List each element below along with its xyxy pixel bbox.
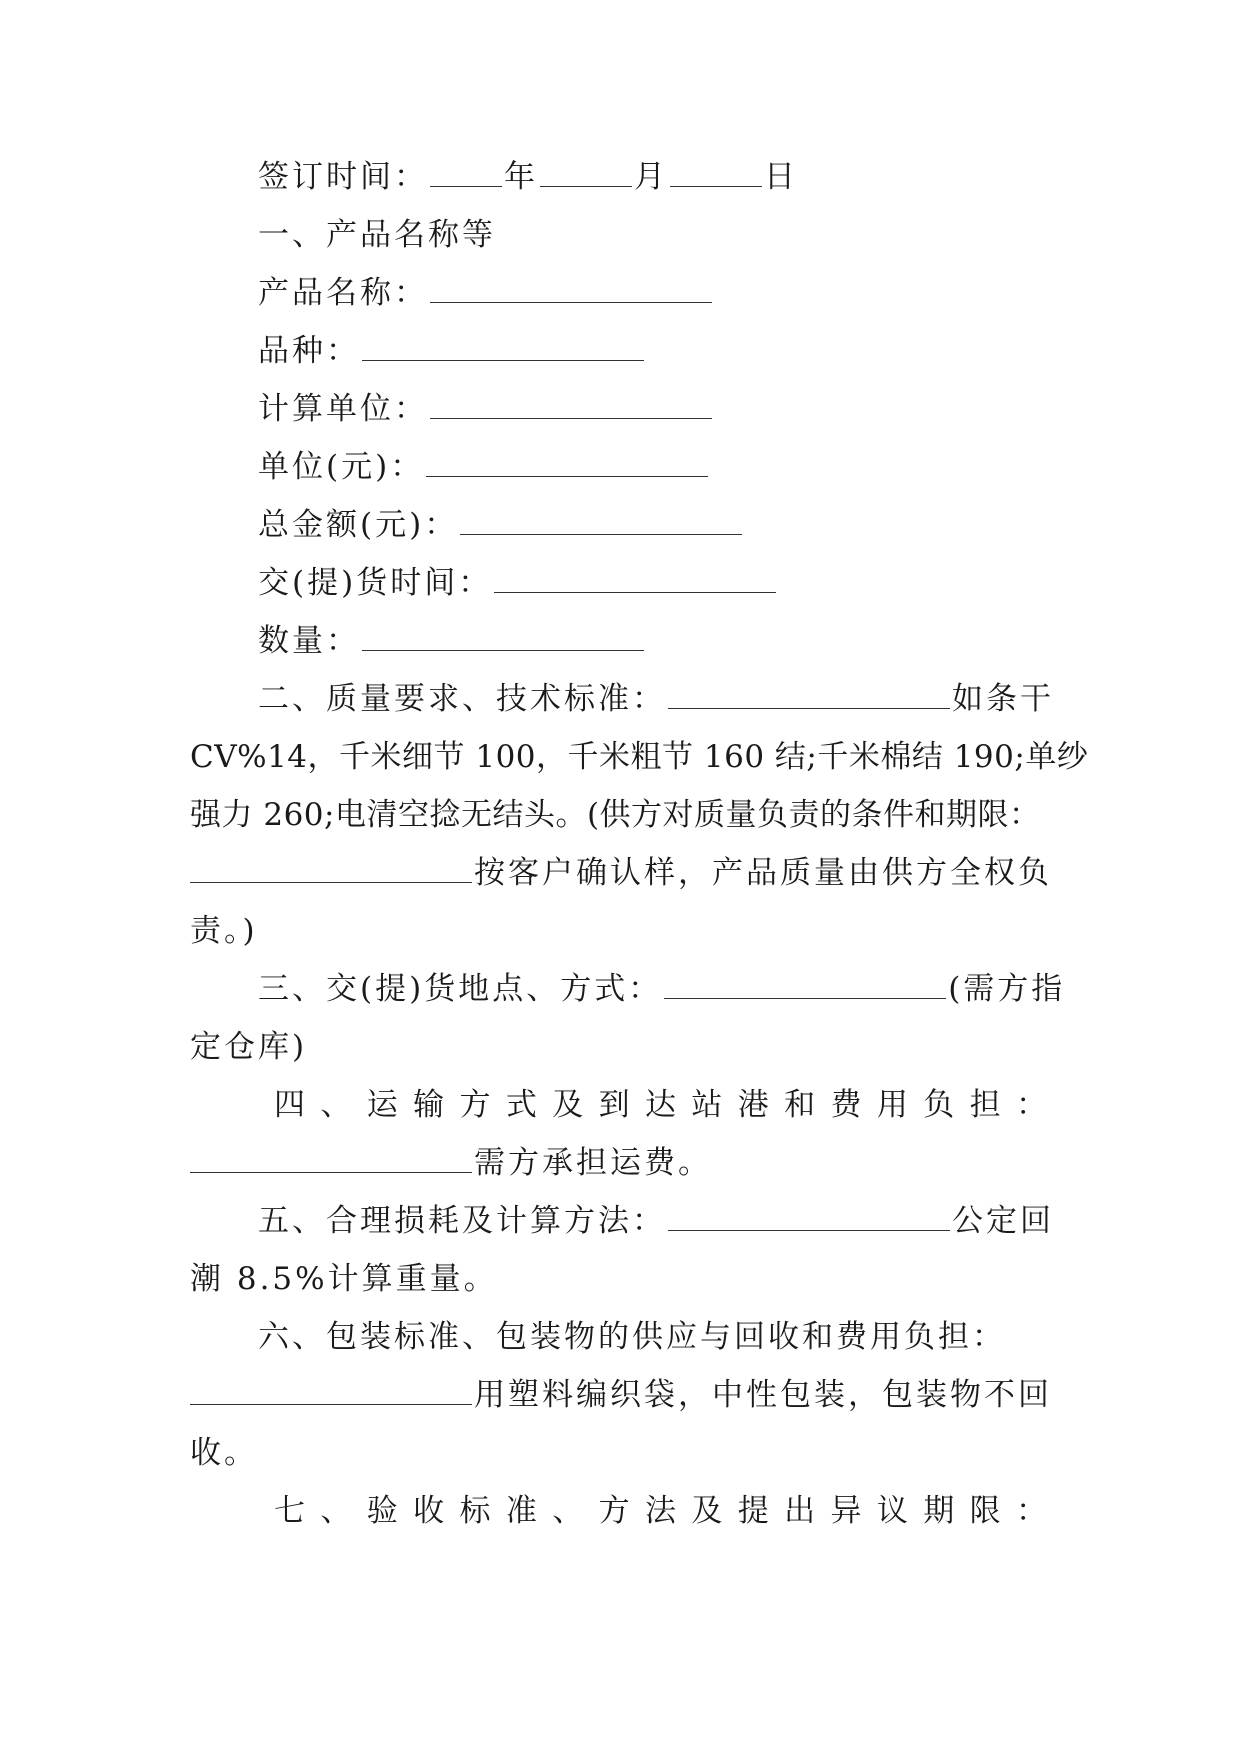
s7-char: 提 — [737, 1493, 772, 1529]
s4-char: 、 — [320, 1087, 355, 1123]
month-label: 月 — [634, 159, 668, 195]
section-2-line-4 — [190, 844, 1050, 902]
packaging-blank[interactable] — [190, 1380, 472, 1405]
s7-char: 异 — [830, 1493, 865, 1529]
day-blank[interactable] — [670, 162, 762, 187]
total-blank[interactable] — [460, 510, 742, 535]
unit-label: 计算单位： — [258, 391, 428, 427]
section-5-suffix: 公定回 — [952, 1203, 1054, 1239]
s7-char: 、 — [320, 1493, 355, 1529]
section-6-line-2 — [190, 1366, 1050, 1424]
s4-char: 式 — [505, 1087, 540, 1123]
variety-line — [190, 322, 1050, 380]
quality-standard-blank[interactable] — [668, 684, 950, 709]
s7-char: 准 — [505, 1493, 540, 1529]
day-label: 日 — [764, 159, 798, 195]
s7-char: 方 — [598, 1493, 633, 1529]
s7-char: 收 — [413, 1493, 448, 1529]
s7-char: 法 — [645, 1493, 679, 1529]
s7-char: 出 — [784, 1493, 819, 1529]
product-name-line — [190, 264, 1050, 322]
variety-blank[interactable] — [362, 336, 644, 361]
delivery-time-line — [190, 554, 1050, 612]
section-5-line-1 — [190, 1192, 1054, 1250]
s4-char: 费 — [830, 1087, 865, 1123]
s4-char: 用 — [876, 1087, 911, 1123]
section-6-line-2-text: 用塑料编织袋，中性包装，包装物不回 — [474, 1377, 1052, 1413]
s4-char: 到 — [598, 1087, 633, 1123]
year-label: 年 — [504, 159, 538, 195]
section-4-line-2 — [190, 1134, 1050, 1192]
total-label: 总金额(元)： — [258, 507, 459, 543]
loss-method-blank[interactable] — [668, 1206, 950, 1231]
section-3-line-2: 定仓库) — [190, 1029, 308, 1065]
s7-char: 及 — [691, 1493, 726, 1529]
section-2-suffix: 如条干 — [952, 681, 1054, 717]
section-1-heading: 一、产品名称等 — [258, 217, 496, 253]
contract-page — [190, 148, 1089, 1540]
section-4-line-2-text: 需方承担运费。 — [474, 1145, 712, 1181]
s4-char: 运 — [366, 1087, 401, 1123]
section-3-prefix: 三、交(提)货地点、方式： — [258, 971, 663, 1007]
quality-liability-blank[interactable] — [190, 858, 472, 883]
transport-blank[interactable] — [190, 1148, 472, 1173]
product-name-blank[interactable] — [430, 278, 712, 303]
section-2-prefix: 二、质量要求、技术标准： — [258, 681, 666, 717]
s7-char: ： — [1016, 1493, 1050, 1529]
section-2-line-1 — [190, 670, 1054, 728]
total-line — [190, 496, 1050, 554]
s4-char: 担 — [969, 1087, 1004, 1123]
quantity-blank[interactable] — [362, 626, 644, 651]
s7-char: 七 — [274, 1493, 308, 1529]
quantity-label: 数量： — [258, 623, 360, 659]
s7-char: 期 — [923, 1493, 958, 1529]
s4-char: 及 — [552, 1087, 587, 1123]
section-7-line-1 — [190, 1482, 1050, 1540]
section-6-line-1: 六、包装标准、包装物的供应与回收和费用负担： — [258, 1319, 1006, 1355]
s7-char: 标 — [459, 1493, 494, 1529]
section-2-line-2: CV%14，千米细节 100，千米粗节 160 结;千米棉结 190;单纱 — [190, 739, 1089, 775]
product-name-label: 产品名称： — [258, 275, 428, 311]
section-5-prefix: 五、合理损耗及计算方法： — [258, 1203, 666, 1239]
s7-char: 议 — [876, 1493, 911, 1529]
s7-char: 、 — [552, 1493, 587, 1529]
s4-char: 输 — [413, 1087, 448, 1123]
unit-price-line — [190, 438, 1050, 496]
s4-char: 四 — [274, 1087, 308, 1123]
s4-char: ： — [1016, 1087, 1050, 1123]
section-3-line-1 — [190, 960, 1066, 1018]
unit-blank[interactable] — [430, 394, 712, 419]
unit-price-blank[interactable] — [426, 452, 708, 477]
s4-char: 达 — [645, 1087, 679, 1123]
s4-char: 负 — [923, 1087, 958, 1123]
variety-label: 品种： — [258, 333, 360, 369]
section-2-line-3: 强力 260;电清空捻无结头。(供方对质量负责的条件和期限： — [190, 797, 1041, 833]
quantity-line — [190, 612, 1050, 670]
section-4-line-1 — [190, 1076, 1050, 1134]
section-3-suffix: (需方指 — [948, 971, 1066, 1007]
s4-char: 站 — [691, 1087, 726, 1123]
month-blank[interactable] — [540, 162, 632, 187]
s4-char: 港 — [737, 1087, 772, 1123]
unit-line — [190, 380, 1050, 438]
section-6-line-3: 收。 — [190, 1435, 258, 1471]
s7-char: 限 — [969, 1493, 1004, 1529]
s4-char: 和 — [784, 1087, 819, 1123]
delivery-time-blank[interactable] — [494, 568, 776, 593]
delivery-time-label: 交(提)货时间： — [258, 565, 493, 601]
section-5-line-2: 潮 8.5%计算重量。 — [190, 1261, 498, 1297]
s4-char: 方 — [459, 1087, 494, 1123]
s7-char: 验 — [366, 1493, 401, 1529]
sign-date-label: 签订时间： — [258, 159, 428, 195]
section-2-line-4-text: 按客户确认样，产品质量由供方全权负 — [474, 855, 1052, 891]
unit-price-label: 单位(元)： — [258, 449, 425, 485]
year-blank[interactable] — [430, 162, 502, 187]
section-2-line-5: 责。) — [190, 913, 258, 949]
delivery-place-blank[interactable] — [664, 974, 946, 999]
sign-date-line — [190, 148, 1050, 206]
